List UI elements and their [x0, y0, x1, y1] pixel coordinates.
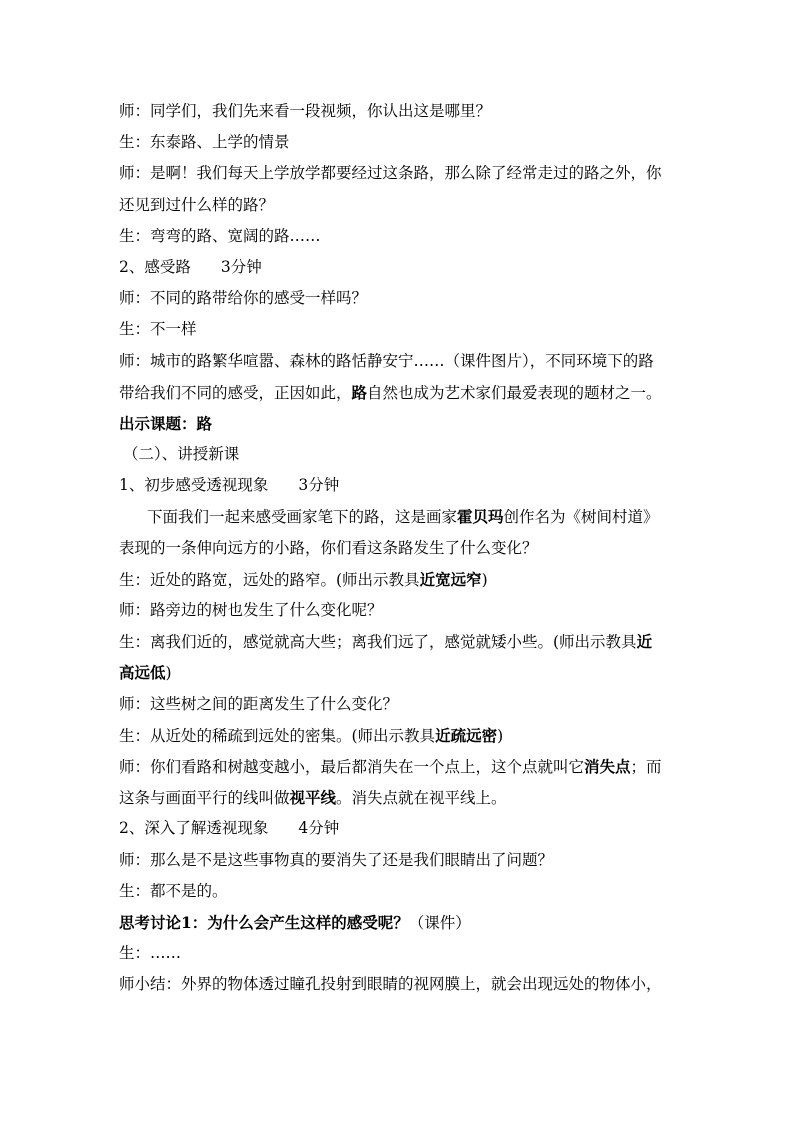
text-line	[119, 876, 679, 907]
section-title: （二）、讲授新课	[123, 445, 240, 464]
bold-keyword: 近宽远窄	[419, 569, 482, 589]
lesson-title	[119, 408, 679, 439]
text-line	[119, 689, 679, 720]
text-segment: 师：城市的路繁华喧嚣、森林的路恬静安宁……（课件图片），不同环境下的路	[119, 351, 654, 370]
text-segment: 表现的一条伸向远方的小路，你们看这条路发生了什么变化？	[119, 538, 538, 557]
text-line	[119, 501, 679, 532]
text-line	[119, 720, 679, 751]
text-segment: 。消失点就在视平线上。	[336, 789, 507, 808]
section-heading	[119, 252, 679, 283]
text-segment: 师小结：外界的物体透过瞳孔投射到眼睛的视网膜上，就会出现远处的物体小，	[119, 975, 662, 994]
bold-keyword: 消失点	[584, 756, 631, 776]
text-line	[119, 595, 679, 626]
text-line	[119, 158, 679, 189]
text-segment: 还见到过什么样的路？	[119, 195, 275, 214]
text-segment: 生：东泰路、上学的情景	[119, 133, 290, 152]
section-heading	[119, 470, 679, 501]
text-segment: 师：你们看路和树越变越小，最后都消失在一个点上，这个点就叫它	[119, 757, 585, 776]
section-title: 2、深入了解透视现象	[119, 819, 269, 838]
bold-keyword: 视平线	[289, 788, 337, 808]
text-segment: 生：近处的路宽，远处的路窄。(师出示教具	[119, 570, 420, 589]
text-segment: 师：同学们，我们先来看一段视频，你认出这是哪里？	[119, 102, 492, 120]
text-segment: 生：不一样	[119, 320, 197, 339]
text-segment: 这条与画面平行的线叫做	[119, 789, 290, 808]
text-segment: 师：那么是不是这些事物真的要消失了还是我们眼睛出了问题？	[119, 850, 554, 869]
text-segment: 生：离我们近的，感觉就高大些；离我们远了，感觉就矮小些。(师出示教具	[119, 633, 637, 652]
text-line	[119, 190, 679, 221]
text-segment: 下面我们一起来感受画家笔下的路，这是画家	[147, 508, 458, 527]
text-segment: 出示课题：路	[119, 413, 213, 433]
section-duration: 3分钟	[298, 476, 340, 495]
section-duration: 3分钟	[220, 257, 262, 276]
text-segment: 师：是啊！我们每天上学放学都要经过这条路，那么除了经常走过的路之外，你	[119, 164, 662, 183]
text-segment: )	[165, 664, 172, 683]
discussion-prompt	[119, 907, 679, 938]
bold-keyword: 路	[351, 382, 368, 402]
text-line	[119, 127, 679, 158]
lesson-plan-text	[119, 96, 679, 1000]
text-line	[119, 346, 679, 377]
text-segment: 师：路旁边的树也发生了什么变化呢？	[119, 601, 383, 619]
text-segment: ；而	[630, 757, 662, 776]
text-line	[119, 751, 679, 782]
text-line	[119, 969, 679, 1000]
text-line	[119, 845, 679, 876]
text-line	[119, 564, 679, 595]
bold-keyword: 近疏远密	[435, 725, 498, 745]
text-line	[119, 314, 679, 345]
section-title: 1、初步感受透视现象	[119, 476, 269, 495]
text-segment: 带给我们不同的感受，正因如此，	[119, 383, 352, 402]
text-line	[119, 938, 679, 969]
text-line	[119, 377, 679, 408]
text-segment: 师：不同的路带给你的感受一样吗？	[119, 289, 368, 308]
text-segment: )	[481, 570, 488, 589]
text-line	[119, 657, 679, 688]
section-title: 2、感受路	[119, 257, 191, 276]
text-line	[119, 96, 679, 127]
text-segment: 自然也成为艺术家们最爱表现的题材之一。	[367, 383, 662, 402]
text-segment: 生：都不是的。	[119, 881, 228, 900]
text-line	[119, 283, 679, 314]
bold-keyword: 近	[636, 632, 653, 652]
text-line	[119, 221, 679, 252]
section-heading	[119, 439, 679, 470]
text-line	[119, 626, 679, 657]
text-segment: 生：弯弯的路、宽阔的路……	[119, 226, 321, 245]
text-line	[119, 782, 679, 813]
bold-keyword: 霍贝玛	[457, 507, 504, 527]
text-segment: 创作名为《树间村道》	[503, 508, 659, 527]
text-segment: （课件）	[408, 913, 471, 932]
text-segment: 生：……	[119, 944, 182, 963]
section-heading	[119, 813, 679, 844]
text-segment: 师：这些树之间的距离发生了什么变化？	[119, 694, 399, 713]
text-segment: )	[497, 726, 504, 745]
text-line	[119, 533, 679, 564]
section-duration: 4分钟	[298, 819, 340, 838]
bold-keyword: 思考讨论1：为什么会产生这样的感受呢？	[119, 912, 409, 932]
text-segment: 生：从近处的稀疏到远处的密集。(师出示教具	[119, 726, 436, 745]
bold-keyword: 高远低	[119, 663, 166, 683]
